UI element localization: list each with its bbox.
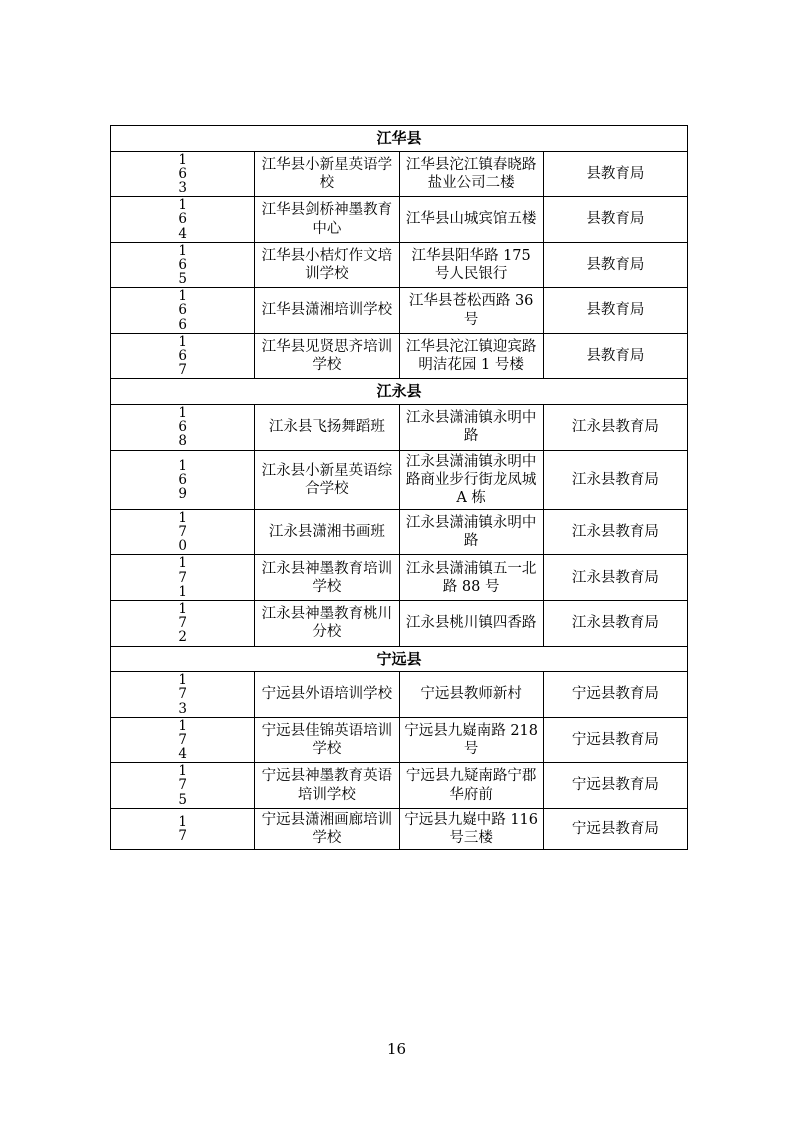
row-address: 江华县苍松西路 36 号 [399,288,543,334]
table-row [111,288,688,334]
row-address: 江华县沱江镇春晓路盐业公司二楼 [399,151,543,197]
row-address: 宁远县九嶷中路 116 号三楼 [399,808,543,849]
row-index: 1 6 5 [111,242,255,288]
table-section-row [111,379,688,405]
row-index: 1 7 5 [111,763,255,809]
row-department: 江永县教育局 [543,450,687,509]
row-department: 县教育局 [543,197,687,243]
row-index: 1 7 0 [111,509,255,555]
row-index: 1 7 2 [111,601,255,647]
row-index: 1 6 9 [111,450,255,509]
row-school-name: 宁远县佳锦英语培训学校 [255,717,399,763]
row-index: 1 6 6 [111,288,255,334]
section-label: 江华县 [111,126,688,152]
table-row [111,197,688,243]
section-label: 江永县 [111,379,688,405]
row-index: 1 6 3 [111,151,255,197]
row-index: 1 7 4 [111,717,255,763]
row-school-name: 江永县神墨教育培训学校 [255,555,399,601]
row-address: 江华县沱江镇迎宾路明洁花园 1 号楼 [399,333,543,379]
row-school-name: 宁远县神墨教育英语培训学校 [255,763,399,809]
row-school-name: 江永县潇湘书画班 [255,509,399,555]
table-section-row [111,126,688,152]
row-address: 江永县潇浦镇永明中路 [399,405,543,451]
row-index: 1 7 3 [111,672,255,718]
row-address: 江永县潇浦镇五一北路 88 号 [399,555,543,601]
row-school-name: 江华县潇湘培训学校 [255,288,399,334]
row-department: 县教育局 [543,151,687,197]
row-department: 宁远县教育局 [543,672,687,718]
table-row [111,763,688,809]
table-row [111,450,688,509]
row-department: 宁远县教育局 [543,763,687,809]
table-row [111,333,688,379]
table-row [111,151,688,197]
row-school-name: 宁远县外语培训学校 [255,672,399,718]
row-school-name: 江永县神墨教育桃川分校 [255,601,399,647]
table-row [111,242,688,288]
row-index: 1 6 7 [111,333,255,379]
row-department: 县教育局 [543,288,687,334]
row-department: 宁远县教育局 [543,808,687,849]
row-index: 1 7 1 [111,555,255,601]
row-department: 江永县教育局 [543,601,687,647]
table-row [111,509,688,555]
row-department: 宁远县教育局 [543,717,687,763]
row-school-name: 江永县飞扬舞蹈班 [255,405,399,451]
row-school-name: 江华县剑桥神墨教育中心 [255,197,399,243]
row-department: 县教育局 [543,242,687,288]
row-department: 县教育局 [543,333,687,379]
row-school-name: 江华县小新星英语学校 [255,151,399,197]
row-address: 江永县潇浦镇永明中路商业步行街龙凤城 A 栋 [399,450,543,509]
row-address: 宁远县九嶷南路 218 号 [399,717,543,763]
row-address: 江华县山城宾馆五楼 [399,197,543,243]
row-department: 江永县教育局 [543,555,687,601]
table-row [111,405,688,451]
section-label: 宁远县 [111,646,688,672]
row-index: 1 6 4 [111,197,255,243]
table-body [111,126,688,850]
row-department: 江永县教育局 [543,405,687,451]
page-number: 16 [386,1040,407,1058]
row-department: 江永县教育局 [543,509,687,555]
row-school-name: 江华县小桔灯作文培训学校 [255,242,399,288]
table-row [111,601,688,647]
table-row [111,808,688,849]
training-school-table [110,125,688,850]
row-address: 宁远县九疑南路宁郡华府前 [399,763,543,809]
row-address: 江永县潇浦镇永明中路 [399,509,543,555]
table-row [111,555,688,601]
table-row [111,672,688,718]
row-school-name: 江华县见贤思齐培训学校 [255,333,399,379]
row-school-name: 宁远县潇湘画廊培训学校 [255,808,399,849]
row-address: 江永县桃川镇四香路 [399,601,543,647]
table-row [111,717,688,763]
table-section-row [111,646,688,672]
row-school-name: 江永县小新星英语综合学校 [255,450,399,509]
row-index: 1 6 8 [111,405,255,451]
row-index: 1 7 [111,808,255,849]
row-address: 宁远县教师新村 [399,672,543,718]
row-address: 江华县阳华路 175 号人民银行 [399,242,543,288]
